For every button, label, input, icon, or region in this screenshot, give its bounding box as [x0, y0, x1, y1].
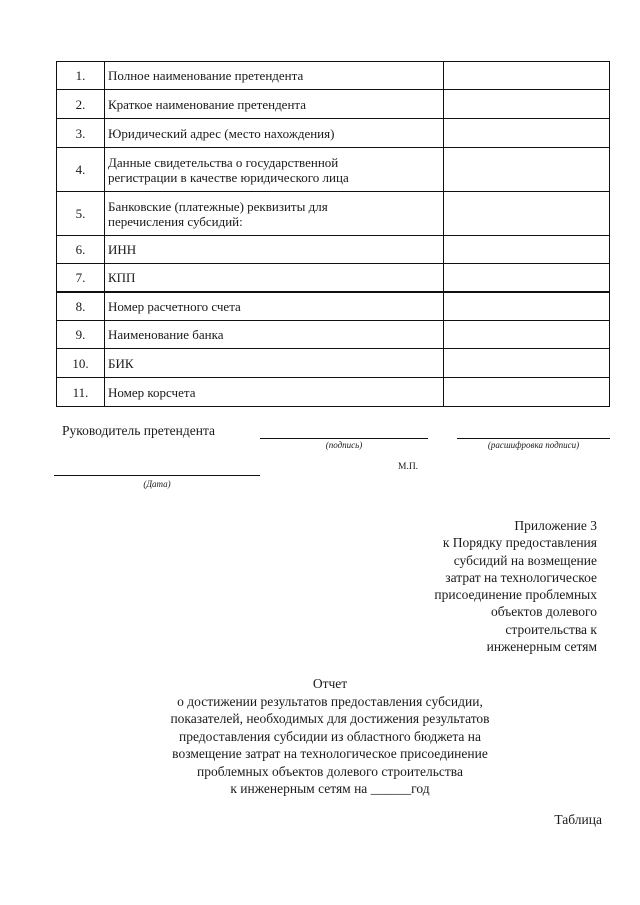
row-value-field[interactable] [444, 236, 610, 264]
appendix-line: субсидий на возмещение [453, 552, 597, 568]
row-label-line: Наименование банка [108, 327, 224, 342]
row-label-line: БИК [108, 355, 134, 371]
appendix-line: к Порядку предоставления [442, 535, 597, 551]
row-number: 11. [57, 378, 105, 407]
appendix-line: присоединение проблемных [434, 587, 597, 603]
row-number: 4. [57, 148, 105, 192]
row-value-field[interactable] [444, 321, 610, 349]
report-title-line: Отчет [312, 676, 348, 691]
table-row [57, 90, 610, 119]
row-label-line: Банковские (платежные) реквизиты для [108, 198, 328, 214]
report-title-line: показателей, необходимых для достижения результатов [170, 711, 490, 726]
applicant-info-table [56, 61, 610, 407]
appendix-line: объектов долевого [490, 604, 597, 620]
head-of-applicant-label: Руководитель претендента [62, 423, 216, 438]
table-row [57, 148, 610, 192]
appendix-line: строительства к [505, 621, 597, 637]
row-number: 6. [57, 236, 105, 264]
row-label-line: регистрации в качестве юридического лица [108, 169, 349, 185]
row-number: 7. [57, 264, 105, 292]
row-value-field[interactable] [444, 349, 610, 378]
row-label-line: перечисления субсидий: [108, 213, 243, 229]
row-value-field[interactable] [444, 90, 610, 119]
table-row [57, 119, 610, 148]
row-label-line: КПП [108, 269, 136, 285]
appendix-line: инженерным сетям [486, 639, 597, 655]
stamp-placeholder: М.П. [398, 462, 419, 472]
row-value-field[interactable] [444, 378, 610, 407]
row-number: 10. [57, 349, 105, 378]
row-value-field[interactable] [444, 62, 610, 90]
row-number: 2. [57, 90, 105, 119]
row-label [105, 119, 444, 148]
row-value-field[interactable] [444, 148, 610, 192]
row-label [105, 349, 444, 378]
report-title-line: проблемных объектов долевого строительства [197, 763, 463, 779]
row-value-field[interactable] [444, 192, 610, 236]
date-line [54, 475, 260, 476]
report-title-line: возмещение затрат на технологическое присоединение [172, 746, 488, 761]
appendix-line: Приложение 3 [514, 518, 597, 533]
date-caption: (Дата) [143, 479, 171, 489]
row-number: 8. [57, 292, 105, 321]
row-label [105, 236, 444, 264]
row-label [105, 148, 444, 192]
signature-line [260, 438, 428, 439]
row-value-field[interactable] [444, 119, 610, 148]
report-title-line: о достижении результатов предоставления субсидии, [177, 693, 483, 709]
signature-decode-line [457, 438, 610, 439]
row-label [105, 192, 444, 236]
row-label [105, 292, 444, 321]
row-label-line: Юридический адрес (место нахождения) [108, 125, 335, 141]
appendix-header [337, 517, 597, 655]
report-title [110, 675, 550, 798]
row-number: 9. [57, 321, 105, 349]
report-title-line: предоставления субсидии из областного бюджета на [179, 728, 481, 744]
row-label-line: Данные свидетельства о государственной [108, 154, 339, 170]
table-row [57, 292, 610, 321]
report-title-line: к инженерным сетям на ______год [230, 781, 430, 796]
table-row [57, 192, 610, 236]
row-label-line: Краткое наименование претендента [108, 96, 307, 112]
row-number: 1. [57, 62, 105, 90]
table-caption: Таблица [554, 812, 602, 827]
row-number: 5. [57, 192, 105, 236]
row-label [105, 264, 444, 292]
table-row [57, 349, 610, 378]
row-label-line: ИНН [108, 242, 137, 257]
row-label [105, 378, 444, 407]
signature-decode-caption: (расшифровка подписи) [487, 440, 580, 450]
row-label [105, 90, 444, 119]
row-label-line: Полное наименование претендента [108, 68, 304, 83]
table-row [57, 236, 610, 264]
table-row [57, 264, 610, 292]
appendix-line: затрат на технологическое [445, 569, 597, 585]
row-label-line: Номер корсчета [108, 384, 196, 400]
table-row [57, 378, 610, 407]
row-number: 3. [57, 119, 105, 148]
row-label [105, 321, 444, 349]
table-row [57, 62, 610, 90]
row-label [105, 62, 444, 90]
table-row [57, 321, 610, 349]
row-value-field[interactable] [444, 264, 610, 292]
row-label-line: Номер расчетного счета [108, 298, 241, 314]
row-value-field[interactable] [444, 292, 610, 321]
signature-caption: (подпись) [325, 440, 363, 450]
